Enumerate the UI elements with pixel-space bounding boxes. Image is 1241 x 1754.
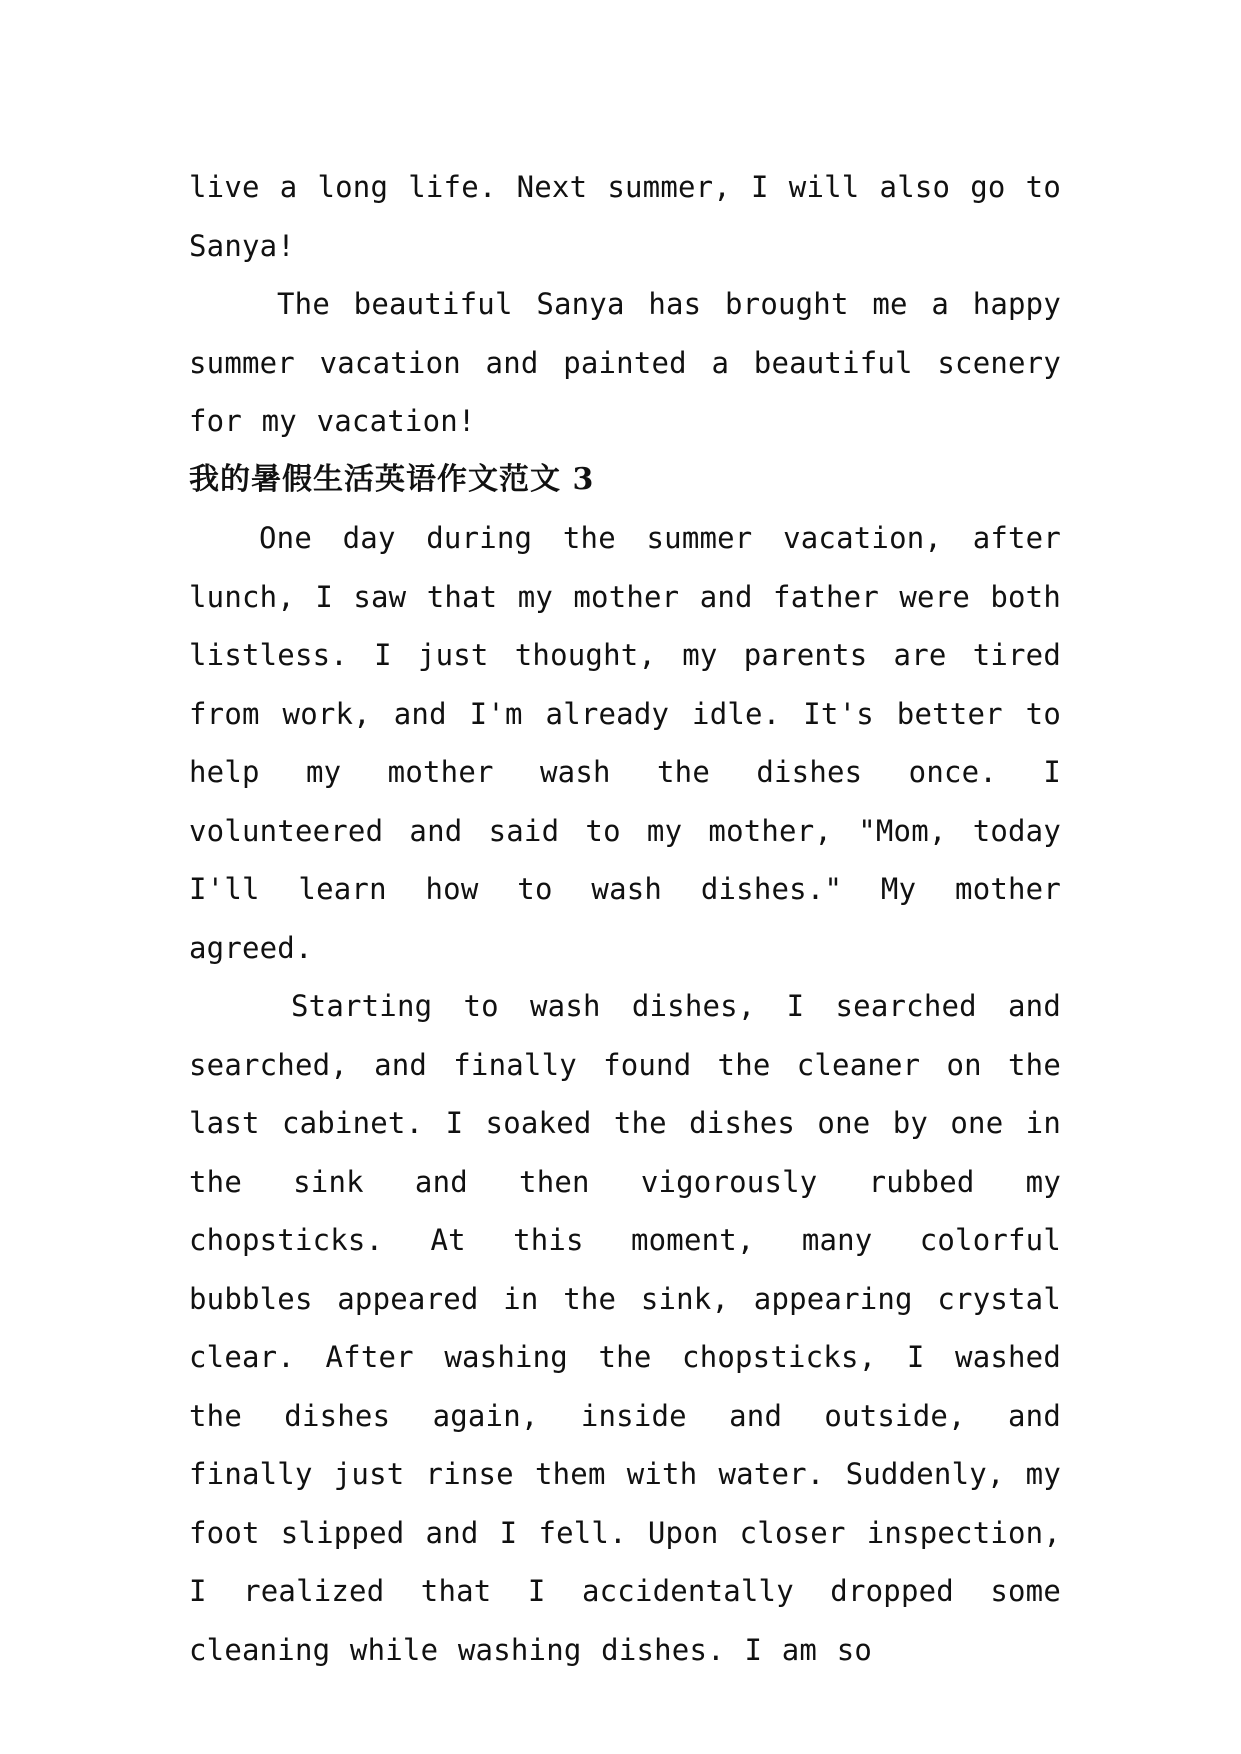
section-heading: 我的暑假生活英语作文范文 3	[189, 461, 595, 497]
paragraph-sanya-conclusion: The beautiful Sanya has brought me a happy summer vacation and painted a beautiful scenery for my vacation!	[189, 287, 1061, 438]
paragraph-washing-dishes-intro: One day during the summer vacation, after lunch, I saw that my mother and father were both listless. I just thought, my parents are tired from work, and I'm already idle. It's better to help my mother wash the dishes once. I volunteered and said to my mother, "Mom, today I'll learn how to wash dishes." My mother agreed.	[189, 521, 1061, 965]
paragraph-continuation: live a long life. Next summer, I will also go to Sanya!	[189, 170, 1061, 263]
document-body	[189, 158, 1061, 1679]
paragraph-washing-dishes-process: Starting to wash dishes, I searched and searched, and finally found the cleaner on the last cabinet. I soaked the dishes one by one in the sink and then vigorously rubbed my chopsticks. At this moment, many colorful bubbles appeared in the sink, appearing crystal clear. After washing the chopsticks, I washed the dishes again, inside and outside, and finally just rinse them with water. Suddenly, my foot slipped and I fell. Upon closer inspection, I realized that I accidentally dropped some cleaning while washing dishes. I am so	[189, 989, 1061, 1667]
